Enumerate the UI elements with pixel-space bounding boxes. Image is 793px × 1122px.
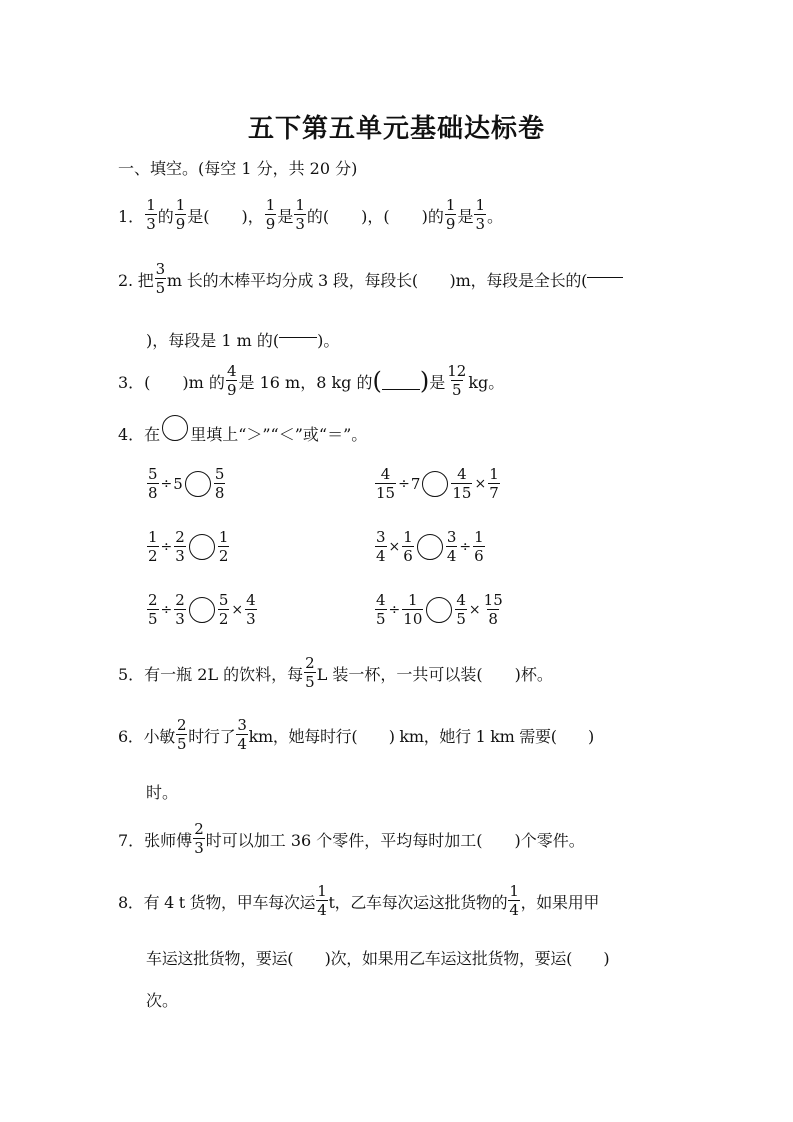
text: 。	[487, 206, 504, 226]
fraction: $\frac{1}{9}$	[175, 196, 186, 233]
text: 4．在	[118, 425, 161, 444]
question-1	[118, 198, 503, 232]
question-2-cont	[146, 328, 339, 351]
fraction: $\frac{2}{5}$	[305, 654, 315, 691]
text: ，如果用甲	[520, 892, 600, 912]
compare-circle[interactable]	[189, 597, 215, 623]
question-number: 1．	[118, 206, 145, 226]
text: )。	[317, 331, 340, 350]
question-6	[118, 718, 594, 752]
fraction: $\frac{2}{3}$	[194, 820, 204, 857]
text: 7．张师傅	[118, 830, 193, 850]
compare-item-1: $\frac{5}{8}$ ÷ 5 $\frac{5}{8}$	[148, 465, 225, 502]
text: 时行了	[188, 726, 236, 746]
question-8-end: 次。	[146, 991, 179, 1010]
compare-item-6: $\frac{4}{5}$ ÷ $\frac{1}{10}$ $\frac{4}{5}$ × $\frac{15}{8}$	[376, 591, 503, 628]
text: 是	[277, 206, 294, 226]
question-5	[118, 656, 553, 690]
answer-blank[interactable]	[587, 277, 623, 278]
text: 是	[457, 206, 474, 226]
compare-item-2: $\frac{4}{15}$ ÷ 7 $\frac{4}{15}$ × $\frac{1}{7}$	[376, 465, 499, 502]
text: t，乙车每次运这批货物的	[328, 892, 508, 912]
text: 里填上“＞”“＜”或“＝”。	[190, 425, 368, 444]
open-paren: (	[372, 367, 382, 395]
section-heading: 一、填空。(每空 1 分，共 20 分)	[118, 159, 358, 178]
question-7	[118, 822, 585, 856]
fraction: $\frac{3}{4}$	[237, 716, 247, 753]
text: 是	[429, 372, 446, 392]
fraction: $\frac{1}{4}$	[317, 882, 327, 919]
question-2	[118, 262, 623, 296]
question-8-cont: 车运这批货物，要运( )次，如果用乙车运这批货物，要运( )	[146, 949, 610, 968]
question-6-cont: 时。	[146, 783, 179, 802]
answer-blank[interactable]	[279, 337, 317, 338]
compare-item-4: $\frac{3}{4}$ × $\frac{1}{6}$ $\frac{3}{4}$ ÷ $\frac{1}{6}$	[376, 528, 484, 565]
answer-blank-text: 是( )，	[187, 206, 264, 226]
fraction: $\frac{1}{3}$	[475, 196, 485, 233]
fraction: $\frac{4}{9}$	[226, 362, 237, 399]
compare-circle[interactable]	[185, 471, 211, 497]
fraction: $\frac{1}{3}$	[146, 196, 156, 233]
fraction: $\frac{3}{5}$	[155, 260, 165, 297]
answer-blank[interactable]	[382, 373, 420, 390]
question-3	[118, 364, 504, 398]
compare-circle[interactable]	[189, 534, 215, 560]
close-paren: )	[419, 367, 430, 395]
text: 6．小敏	[118, 726, 175, 746]
compare-item-3: $\frac{1}{2}$ ÷ $\frac{2}{3}$ $\frac{1}{2}$	[148, 528, 229, 565]
text: 的	[157, 206, 174, 226]
text: 8．有 4 t 货物，甲车每次运	[118, 892, 316, 912]
question-number: 2. 把	[118, 270, 154, 290]
question-8	[118, 884, 599, 918]
text: km，她每时行( ) km，她行 1 km 需要( )	[248, 726, 594, 746]
fraction: $\frac{1}{9}$	[265, 196, 276, 233]
compare-item-5: $\frac{2}{5}$ ÷ $\frac{2}{3}$ $\frac{5}{2}$ × $\frac{4}{3}$	[148, 591, 256, 628]
text: 时可以加工 36 个零件，平均每时加工( )个零件。	[205, 830, 585, 850]
circle-icon	[162, 415, 188, 441]
fraction: $\frac{1}{9}$	[445, 196, 456, 233]
fraction: $\frac{1}{4}$	[509, 882, 519, 919]
fraction: $\frac{1}{3}$	[295, 196, 305, 233]
fraction: $\frac{12}{5}$	[447, 362, 467, 399]
text: m 长的木棒平均分成 3 段，每段长( )m，每段是全长的(	[166, 270, 588, 290]
question-4	[118, 422, 367, 445]
answer-blank-text: 的( )，( )的	[306, 206, 444, 226]
text: 5．有一瓶 2L 的饮料，每	[118, 664, 304, 684]
compare-circle[interactable]	[422, 471, 448, 497]
page-title: 五下第五单元基础达标卷	[247, 114, 545, 144]
text: 3．( )m 的	[118, 372, 225, 392]
fraction: $\frac{2}{5}$	[176, 716, 187, 753]
compare-circle[interactable]	[417, 534, 443, 560]
compare-circle[interactable]	[426, 597, 452, 623]
text: )，每段是 1 m 的(	[146, 331, 280, 350]
text: L 装一杯，一共可以装( )杯。	[316, 664, 553, 684]
text: 是 16 m，8 kg 的	[238, 372, 373, 392]
text: kg。	[468, 372, 505, 392]
